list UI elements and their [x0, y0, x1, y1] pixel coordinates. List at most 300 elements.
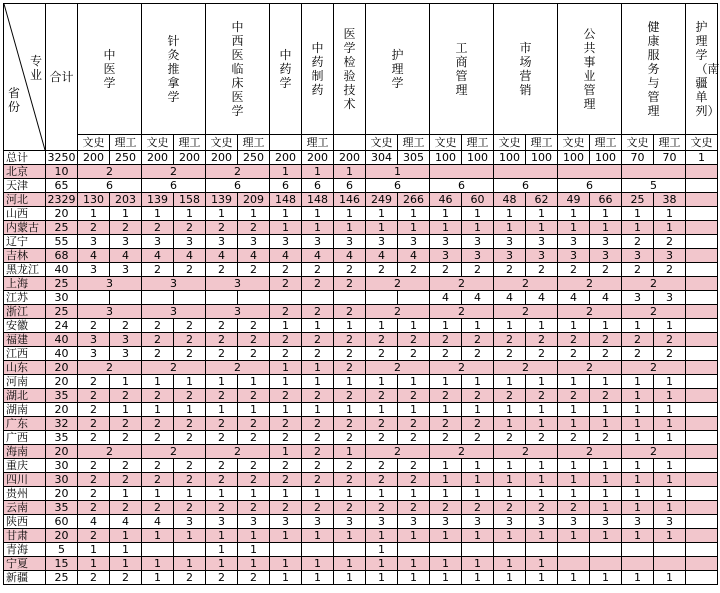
quota-cell: 3	[622, 515, 654, 529]
quota-cell: 2	[334, 361, 366, 375]
quota-cell: 1	[494, 529, 526, 543]
subheader-cell: 文史	[622, 135, 654, 151]
table-row	[4, 249, 718, 263]
quota-cell: 3	[110, 333, 142, 347]
quota-cell: 2	[238, 389, 270, 403]
quota-cell: 2	[174, 263, 206, 277]
quota-cell: 1	[462, 319, 494, 333]
quota-cell: 2	[590, 347, 622, 361]
quota-cell: 2	[142, 361, 206, 375]
quota-cell: 70	[622, 151, 654, 165]
quota-cell: 6	[430, 179, 494, 193]
quota-cell: 46	[430, 193, 462, 207]
total-cell: 15	[46, 557, 78, 571]
total-cell: 20	[46, 361, 78, 375]
major-header	[78, 4, 142, 135]
quota-cell: 146	[334, 193, 366, 207]
header-row	[4, 4, 718, 135]
quota-cell: 1	[334, 207, 366, 221]
quota-cell: 1	[110, 557, 142, 571]
quota-cell: 1	[174, 529, 206, 543]
major-label: 针灸推拿学	[167, 34, 180, 104]
quota-cell: 100	[558, 151, 590, 165]
quota-cell: 2	[302, 459, 334, 473]
table-row	[4, 361, 718, 375]
quota-cell: 2	[494, 445, 558, 459]
quota-cell: 1	[398, 221, 430, 235]
quota-cell: 3	[654, 291, 686, 305]
quota-cell: 2	[494, 263, 526, 277]
quota-cell: 2	[654, 333, 686, 347]
quota-cell: 2	[302, 347, 334, 361]
quota-cell: 2	[366, 417, 398, 431]
quota-cell: 2	[302, 501, 334, 515]
quota-cell: 4	[302, 249, 334, 263]
quota-cell: 2	[302, 333, 334, 347]
quota-cell: 2	[302, 417, 334, 431]
quota-cell: 2	[174, 319, 206, 333]
quota-cell	[686, 543, 718, 557]
major-label: 护理学	[391, 48, 404, 90]
quota-cell: 2	[142, 501, 174, 515]
quota-cell: 2	[430, 417, 462, 431]
quota-cell	[430, 543, 462, 557]
quota-cell: 1	[494, 473, 526, 487]
total-cell: 65	[46, 179, 78, 193]
quota-cell: 1	[78, 543, 110, 557]
quota-cell: 3	[430, 235, 462, 249]
quota-cell: 1	[526, 487, 558, 501]
quota-cell: 3	[622, 291, 654, 305]
quota-cell: 2	[270, 333, 302, 347]
quota-cell: 25	[622, 193, 654, 207]
province-cell: 河北	[4, 193, 46, 207]
subheader-cell: 文史	[430, 135, 462, 151]
quota-cell: 1	[526, 221, 558, 235]
quota-cell: 1	[302, 571, 334, 585]
quota-cell: 2	[334, 431, 366, 445]
total-cell: 5	[46, 543, 78, 557]
quota-cell: 2	[366, 361, 430, 375]
quota-cell: 1	[526, 207, 558, 221]
quota-cell: 3	[590, 249, 622, 263]
quota-cell: 4	[430, 291, 462, 305]
quota-cell	[686, 501, 718, 515]
quota-cell: 2	[270, 263, 302, 277]
quota-cell: 1	[430, 529, 462, 543]
major-header	[622, 4, 686, 135]
total-cell: 3250	[47, 150, 76, 164]
quota-cell: 2	[430, 305, 494, 319]
quota-cell: 3	[654, 515, 686, 529]
quota-cell: 2	[302, 305, 334, 319]
quota-cell: 1	[302, 403, 334, 417]
quota-cell: 3	[462, 235, 494, 249]
quota-cell: 2	[110, 221, 142, 235]
quota-cell: 2	[238, 473, 270, 487]
quota-cell: 2	[590, 263, 622, 277]
province-cell: 天津	[4, 179, 46, 193]
quota-cell: 2	[142, 333, 174, 347]
quota-cell: 1	[366, 487, 398, 501]
province-cell: 四川	[4, 473, 46, 487]
quota-cell: 1	[334, 571, 366, 585]
quota-cell: 1	[142, 557, 174, 571]
quota-cell: 1	[558, 459, 590, 473]
quota-cell: 3	[526, 235, 558, 249]
quota-cell	[526, 543, 558, 557]
total-cell: 20	[46, 375, 78, 389]
quota-cell	[334, 291, 366, 305]
quota-cell	[686, 319, 718, 333]
quota-cell: 1	[430, 473, 462, 487]
quota-cell: 2	[462, 389, 494, 403]
quota-cell: 1	[430, 459, 462, 473]
quota-cell	[142, 291, 174, 305]
quota-cell: 2	[366, 459, 398, 473]
quota-cell: 2	[206, 417, 238, 431]
quota-cell: 200	[270, 151, 302, 165]
quota-cell: 3	[78, 305, 142, 319]
major-header	[558, 4, 622, 135]
subheader-cell: 理工	[590, 135, 622, 151]
quota-cell: 6	[142, 179, 206, 193]
quota-cell: 6	[302, 179, 334, 193]
total-cell: 30	[46, 291, 78, 305]
quota-cell: 4	[142, 249, 174, 263]
quota-cell: 2	[174, 221, 206, 235]
quota-cell: 3	[302, 515, 334, 529]
quota-cell: 2	[622, 263, 654, 277]
quota-cell: 2	[398, 417, 430, 431]
quota-cell: 3	[110, 347, 142, 361]
table-row	[4, 571, 718, 585]
province-cell: 江苏	[4, 291, 46, 305]
quota-cell	[686, 557, 718, 571]
quota-cell: 1	[366, 165, 430, 179]
total-cell: 20	[46, 207, 78, 221]
quota-cell: 2	[558, 389, 590, 403]
quota-cell: 2	[206, 459, 238, 473]
quota-cell: 148	[270, 193, 302, 207]
province-cell: 福建	[4, 333, 46, 347]
quota-cell: 4	[590, 291, 622, 305]
total-cell: 35	[46, 501, 78, 515]
quota-cell: 2	[590, 431, 622, 445]
quota-cell: 2	[526, 501, 558, 515]
quota-cell: 3	[366, 235, 398, 249]
quota-cell: 2	[654, 235, 686, 249]
quota-cell: 1	[526, 557, 558, 571]
quota-cell: 1	[430, 403, 462, 417]
quota-cell: 1	[366, 403, 398, 417]
quota-cell: 2	[110, 431, 142, 445]
quota-cell: 2	[110, 473, 142, 487]
total-cell: 55	[46, 235, 78, 249]
quota-cell: 2	[206, 165, 270, 179]
quota-cell: 1	[462, 207, 494, 221]
quota-cell: 3	[238, 235, 270, 249]
quota-cell: 249	[366, 193, 398, 207]
table-row	[4, 263, 718, 277]
quota-cell: 1	[590, 529, 622, 543]
total-cell: 40	[46, 347, 78, 361]
quota-cell: 4	[366, 249, 398, 263]
quota-cell: 1	[462, 375, 494, 389]
total-cell: 2329	[47, 192, 76, 206]
quota-cell: 2	[142, 459, 174, 473]
quota-cell: 1	[462, 557, 494, 571]
quota-cell: 3	[78, 263, 110, 277]
quota-cell: 1	[270, 207, 302, 221]
quota-cell: 2	[78, 389, 110, 403]
quota-cell: 1	[526, 459, 558, 473]
quota-cell: 2	[462, 417, 494, 431]
province-cell: 内蒙古	[4, 221, 46, 235]
quota-cell	[494, 543, 526, 557]
quota-cell	[686, 333, 718, 347]
quota-cell: 2	[174, 473, 206, 487]
quota-cell: 1	[462, 529, 494, 543]
quota-cell: 1	[334, 487, 366, 501]
table-row	[4, 179, 718, 193]
quota-cell: 1	[206, 375, 238, 389]
quota-cell: 1	[206, 543, 238, 557]
quota-cell: 1	[334, 403, 366, 417]
quota-cell: 2	[462, 263, 494, 277]
quota-cell: 3	[334, 235, 366, 249]
quota-cell: 2	[78, 417, 110, 431]
quota-cell: 1	[462, 221, 494, 235]
quota-cell	[622, 543, 654, 557]
quota-cell: 1	[494, 417, 526, 431]
province-cell: 辽宁	[4, 235, 46, 249]
quota-cell: 2	[526, 263, 558, 277]
total-cell: 68	[46, 249, 78, 263]
quota-cell: 2	[558, 333, 590, 347]
quota-cell	[686, 235, 718, 249]
quota-cell	[622, 165, 686, 179]
quota-cell	[590, 543, 622, 557]
quota-cell	[686, 347, 718, 361]
quota-cell: 1	[494, 571, 526, 585]
quota-cell: 1	[654, 571, 686, 585]
quota-cell: 100	[590, 151, 622, 165]
total-cell: 60	[46, 515, 78, 529]
quota-cell	[686, 179, 718, 193]
quota-cell: 2	[302, 445, 334, 459]
quota-cell: 2	[430, 389, 462, 403]
quota-cell	[270, 543, 302, 557]
quota-cell	[206, 291, 238, 305]
quota-cell: 2	[366, 277, 430, 291]
province-cell: 湖北	[4, 389, 46, 403]
quota-cell: 2	[430, 347, 462, 361]
quota-cell: 1	[590, 417, 622, 431]
quota-cell: 1	[302, 221, 334, 235]
total-cell: 10	[46, 165, 78, 179]
total-header-label: 合计	[49, 69, 74, 84]
quota-cell: 200	[334, 151, 366, 165]
quota-cell: 2	[206, 347, 238, 361]
total-cell: 35	[46, 389, 78, 403]
major-label: 中药学	[279, 48, 292, 90]
quota-cell	[686, 417, 718, 431]
quota-cell: 1	[558, 487, 590, 501]
total-cell: 30	[46, 459, 78, 473]
quota-cell: 6	[270, 179, 302, 193]
quota-cell: 3	[558, 235, 590, 249]
quota-cell: 1	[398, 207, 430, 221]
quota-cell: 1	[110, 543, 142, 557]
quota-cell: 2	[430, 333, 462, 347]
quota-cell: 1	[398, 375, 430, 389]
quota-cell: 2	[558, 277, 622, 291]
quota-cell: 1	[526, 529, 558, 543]
province-cell: 海南	[4, 445, 46, 459]
quota-cell: 148	[302, 193, 334, 207]
quota-cell: 1	[430, 319, 462, 333]
table-row	[4, 459, 718, 473]
corner-header-cell	[4, 4, 46, 151]
quota-cell: 2	[270, 389, 302, 403]
quota-cell: 2	[238, 501, 270, 515]
quota-cell: 139	[206, 193, 238, 207]
quota-cell: 305	[398, 151, 430, 165]
quota-cell: 2	[334, 389, 366, 403]
quota-cell: 304	[366, 151, 398, 165]
quota-cell: 1	[654, 417, 686, 431]
table-row	[4, 529, 718, 543]
quota-cell: 1	[558, 207, 590, 221]
quota-cell: 1	[238, 375, 270, 389]
quota-cell: 48	[494, 193, 526, 207]
quota-cell: 2	[78, 431, 110, 445]
quota-cell: 1	[654, 431, 686, 445]
total-cell: 25	[46, 277, 78, 291]
table-row	[4, 543, 718, 557]
quota-cell: 1	[142, 571, 174, 585]
quota-cell: 158	[174, 193, 206, 207]
quota-cell: 4	[142, 515, 174, 529]
quota-cell: 6	[558, 179, 622, 193]
table-row	[4, 165, 718, 179]
quota-cell: 2	[366, 263, 398, 277]
quota-cell: 1	[142, 403, 174, 417]
quota-cell: 209	[238, 193, 270, 207]
quota-cell: 1	[270, 361, 302, 375]
quota-cell: 2	[206, 501, 238, 515]
quota-cell: 200	[142, 151, 174, 165]
quota-cell	[558, 543, 590, 557]
subheader-cell: 理工	[462, 135, 494, 151]
quota-cell: 1	[622, 473, 654, 487]
quota-cell: 1	[398, 487, 430, 501]
quota-cell: 3	[110, 263, 142, 277]
quota-cell: 2	[398, 501, 430, 515]
quota-cell: 1	[270, 445, 302, 459]
quota-cell: 2	[78, 221, 110, 235]
quota-cell: 3	[590, 235, 622, 249]
quota-cell	[238, 291, 270, 305]
quota-cell: 2	[558, 361, 622, 375]
table-row	[4, 473, 718, 487]
quota-cell: 2	[78, 529, 110, 543]
quota-cell: 4	[238, 249, 270, 263]
quota-cell: 2	[334, 263, 366, 277]
province-cell: 吉林	[4, 249, 46, 263]
quota-cell	[174, 543, 206, 557]
major-label: 医学检验技术	[343, 27, 356, 111]
table-row	[4, 487, 718, 501]
table-row	[4, 389, 718, 403]
quota-cell: 1	[622, 403, 654, 417]
quota-cell: 1	[654, 473, 686, 487]
quota-cell: 3	[398, 515, 430, 529]
quota-cell: 2	[78, 459, 110, 473]
quota-cell: 2	[110, 319, 142, 333]
quota-cell: 2	[590, 389, 622, 403]
quota-cell: 1	[462, 459, 494, 473]
subheader-cell: 理工	[174, 135, 206, 151]
table-row	[4, 403, 718, 417]
major-header	[302, 4, 334, 135]
quota-cell: 1	[366, 221, 398, 235]
quota-cell: 1	[622, 529, 654, 543]
quota-cell: 1	[238, 529, 270, 543]
quota-cell: 6	[334, 179, 366, 193]
major-header	[142, 4, 206, 135]
quota-cell: 1	[366, 207, 398, 221]
quota-cell: 3	[398, 235, 430, 249]
quota-cell	[686, 459, 718, 473]
subheader-cell	[270, 135, 302, 151]
quota-cell: 1	[462, 487, 494, 501]
table-row	[4, 221, 718, 235]
quota-cell	[686, 389, 718, 403]
quota-cell: 1	[590, 501, 622, 515]
quota-cell: 1	[558, 571, 590, 585]
quota-cell: 1	[622, 459, 654, 473]
quota-cell: 3	[206, 235, 238, 249]
quota-cell: 1	[398, 571, 430, 585]
quota-cell: 2	[270, 347, 302, 361]
quota-cell: 1	[462, 571, 494, 585]
quota-cell: 2	[334, 417, 366, 431]
quota-cell: 3	[206, 277, 270, 291]
quota-cell: 2	[366, 501, 398, 515]
quota-cell: 1	[654, 487, 686, 501]
quota-cell	[302, 291, 334, 305]
subheader-cell: 文史	[206, 135, 238, 151]
quota-cell: 2	[494, 277, 558, 291]
quota-cell: 2	[78, 473, 110, 487]
quota-cell: 200	[302, 151, 334, 165]
quota-cell: 6	[78, 179, 142, 193]
quota-cell: 1	[494, 487, 526, 501]
quota-cell	[654, 557, 686, 571]
quota-cell: 3	[206, 515, 238, 529]
quota-cell: 3	[78, 235, 110, 249]
quota-cell	[686, 431, 718, 445]
quota-cell	[686, 249, 718, 263]
subheader-cell	[334, 135, 366, 151]
quota-cell: 1	[206, 403, 238, 417]
major-label: 中药制药	[311, 41, 324, 97]
quota-cell: 250	[238, 151, 270, 165]
quota-cell: 2	[366, 389, 398, 403]
quota-cell: 3	[526, 249, 558, 263]
